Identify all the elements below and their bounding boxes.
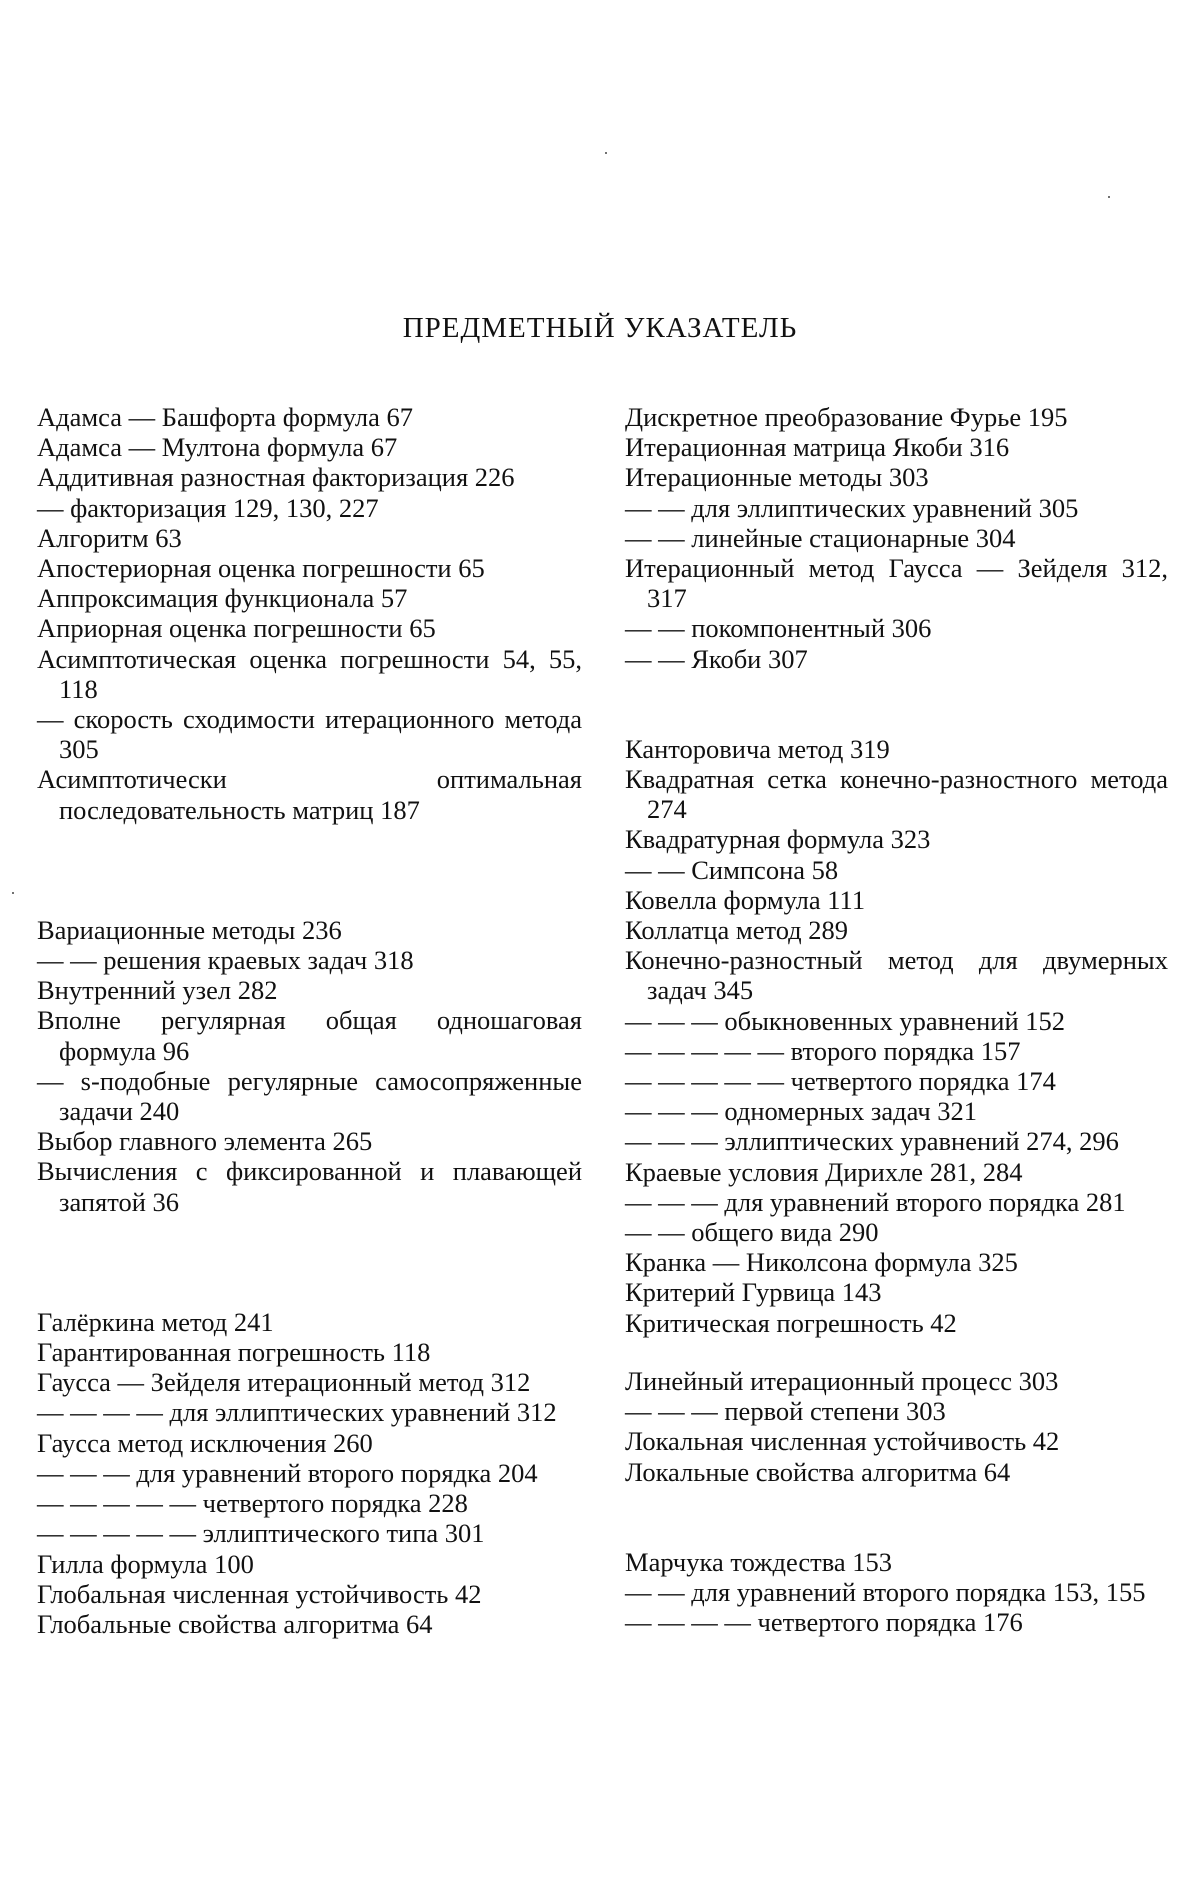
index-entry: — — — — — эллиптического типа 301 — [37, 1518, 485, 1549]
index-entry: Итерационный метод Гаусса — Зейделя 312, 317 — [625, 553, 1168, 614]
index-entry: — — для уравнений второго порядка 153, 155 — [625, 1576, 1146, 1607]
index-entry: Кранка — Николсона формула 325 — [625, 1247, 1018, 1278]
group-spacer — [625, 674, 1168, 734]
group-spacer — [37, 1217, 582, 1307]
index-entry: — — — — четвертого порядка 176 — [625, 1607, 1023, 1638]
letter-group-g — [37, 1307, 582, 1639]
index-entry: Критическая погрешность 42 — [625, 1307, 957, 1338]
index-entry: Асимптотически оптимальная последовательность матриц 187 — [37, 764, 582, 825]
index-entry: Аддитивная разностная факторизация 226 — [37, 462, 515, 493]
index-entry: — — покомпонентный 306 — [625, 613, 932, 644]
index-entry: Галёркина метод 241 — [37, 1306, 274, 1337]
index-entry: Аппроксимация функционала 57 — [37, 583, 408, 614]
index-entry: Асимптотическая оценка погрешности 54, 55, 118 — [37, 643, 582, 704]
index-entry: Ковелла формула 111 — [625, 884, 866, 915]
index-entry: Дискретное преобразование Фурье 195 — [625, 402, 1068, 432]
index-entry: Вполне регулярная общая одношаговая формула 96 — [37, 1005, 582, 1066]
group-spacer — [625, 1487, 1168, 1547]
letter-group-m — [625, 1547, 1168, 1638]
index-entry: Линейный итерационный процесс 303 — [625, 1365, 1059, 1396]
index-entry: — факторизация 129, 130, 227 — [37, 492, 379, 523]
index-entry: Алгоритм 63 — [37, 522, 182, 553]
index-entry: Локальные свойства алгоритма 64 — [625, 1456, 1011, 1487]
index-entry: — — общего вида 290 — [625, 1217, 879, 1248]
index-column-left — [37, 402, 582, 1639]
index-entry: Локальная численная устойчивость 42 — [625, 1426, 1060, 1457]
index-entry: Гарантированная погрешность 118 — [37, 1337, 431, 1368]
index-entry: Итерационные методы 303 — [625, 462, 929, 493]
index-entry: Коллатца метод 289 — [625, 915, 849, 946]
index-entry: — — — для уравнений второго порядка 204 — [37, 1457, 538, 1488]
letter-group-a — [37, 402, 582, 825]
index-entry: Апостериорная оценка погрешности 65 — [37, 553, 485, 584]
index-entry: Конечно-разностный метод для двумерных задач 345 — [625, 945, 1168, 1006]
index-entry: Гаусса — Зейделя итерационный метод 312 — [37, 1367, 531, 1398]
letter-group-d-i — [625, 402, 1168, 674]
index-entry: — — — — — четвертого порядка 174 — [625, 1066, 1056, 1097]
index-entry: Краевые условия Дирихле 281, 284 — [625, 1156, 1023, 1187]
index-entry: — — — для уравнений второго порядка 281 — [625, 1186, 1126, 1217]
letter-group-v — [37, 915, 582, 1217]
index-entry: Глобальная численная устойчивость 42 — [37, 1578, 482, 1609]
index-entry: Вариационные методы 236 — [37, 914, 342, 945]
index-entry: — s-подобные регулярные самосопряженные задачи 240 — [37, 1065, 582, 1127]
index-entry: — — линейные стационарные 304 — [625, 522, 1016, 553]
index-entry: — — — — для эллиптических уравнений 312 — [37, 1397, 557, 1428]
index-entry: Априорная оценка погрешности 65 — [37, 613, 436, 644]
index-entry: Адамса — Башфорта формула 67 — [37, 402, 413, 432]
index-entry: — скорость сходимости итерационного метода 305 — [37, 704, 582, 765]
index-column-right — [625, 402, 1168, 1637]
page-title: ПРЕДМЕТНЫЙ УКАЗАТЕЛЬ — [402, 312, 798, 344]
index-entry: Квадратурная формула 323 — [625, 824, 931, 855]
group-spacer — [625, 1338, 1168, 1366]
index-entry: Гилла формула 100 — [37, 1548, 254, 1579]
group-spacer — [37, 825, 582, 915]
index-entry: Итерационная матрица Якоби 316 — [625, 432, 1010, 463]
index-entry: Квадратная сетка конечно-разностного метода 274 — [625, 764, 1168, 825]
index-entry: Внутренний узел 282 — [37, 975, 278, 1006]
index-entry: Вычисления с фиксированной и плавающей запятой 36 — [37, 1156, 582, 1217]
index-entry: Канторовича метод 319 — [625, 733, 890, 764]
letter-group-k — [625, 734, 1168, 1338]
index-entry: — — для эллиптических уравнений 305 — [625, 492, 1079, 523]
index-entry: — — решения краевых задач 318 — [37, 945, 414, 976]
index-entry: Адамса — Мултона формула 67 — [37, 432, 398, 463]
index-entry: — — — первой степени 303 — [625, 1396, 946, 1427]
index-entry: Глобальные свойства алгоритма 64 — [37, 1608, 433, 1639]
index-entry: — — — эллиптических уравнений 274, 296 — [625, 1126, 1119, 1157]
print-speck — [605, 152, 607, 154]
print-speck — [1108, 196, 1110, 198]
index-entry: Критерий Гурвица 143 — [625, 1277, 882, 1308]
index-entry: — — Симпсона 58 — [625, 854, 839, 885]
letter-group-l — [625, 1366, 1168, 1487]
index-entry: Выбор главного элемента 265 — [37, 1126, 373, 1157]
print-speck — [12, 892, 14, 894]
index-entry: — — — обыкновенных уравнений 152 — [625, 1005, 1066, 1036]
index-entry: — — — одномерных задач 321 — [625, 1096, 978, 1127]
index-entry: — — Якоби 307 — [625, 643, 808, 674]
index-entry: Марчука тождества 153 — [625, 1546, 893, 1577]
index-entry: — — — — — второго порядка 157 — [625, 1035, 1021, 1066]
index-entry: Гаусса метод исключения 260 — [37, 1427, 373, 1458]
index-entry: — — — — — четвертого порядка 228 — [37, 1488, 468, 1519]
